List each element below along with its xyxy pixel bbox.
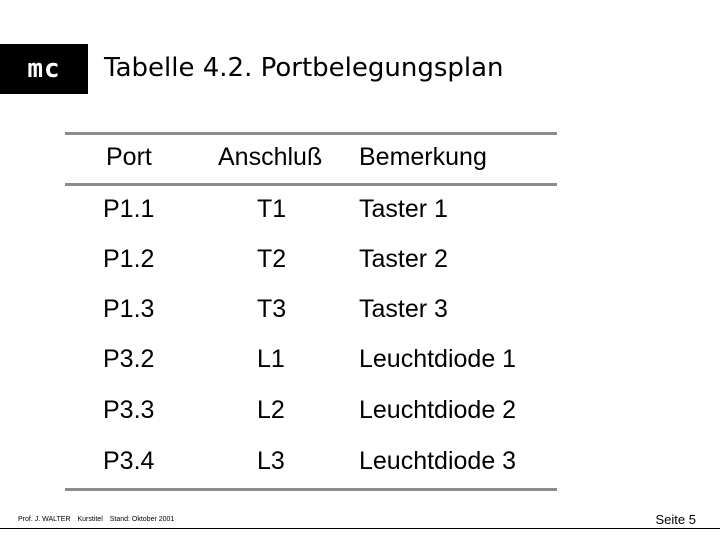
port-cell: P1.2 xyxy=(103,245,155,273)
bemerkung-cell: Taster 1 xyxy=(359,195,448,223)
bemerkung-cell: Taster 3 xyxy=(359,295,448,323)
footer-status: Stand: Oktober 2001 xyxy=(109,516,175,523)
column-header-port: Port xyxy=(106,143,152,171)
anschluss-cell: T1 xyxy=(257,195,287,223)
slide-title: Tabelle 4.2. Portbelegungsplan xyxy=(104,53,504,83)
bemerkung-cell: Taster 2 xyxy=(359,245,448,273)
table-bottom-rule xyxy=(65,488,557,491)
table-header-rule xyxy=(65,183,557,186)
anschluss-cell: L2 xyxy=(257,396,285,424)
table-top-rule xyxy=(65,132,557,135)
column-header-bemerkung: Bemerkung xyxy=(359,143,487,171)
anschluss-cell: T2 xyxy=(257,245,287,273)
anschluss-cell: L1 xyxy=(257,345,285,373)
bemerkung-cell: Leuchtdiode 2 xyxy=(359,396,517,424)
footer-info xyxy=(18,515,179,525)
bemerkung-cell: Leuchtdiode 3 xyxy=(359,447,517,475)
port-cell: P3.4 xyxy=(103,447,155,475)
logo: mc xyxy=(0,44,88,94)
bemerkung-cell: Leuchtdiode 1 xyxy=(359,345,517,373)
anschluss-cell: L3 xyxy=(257,447,285,475)
footer-divider xyxy=(0,528,720,529)
port-cell: P3.2 xyxy=(103,345,155,373)
port-cell: P3.3 xyxy=(103,396,155,424)
page-number: Seite 5 xyxy=(655,512,696,527)
footer-course: Kurstitel xyxy=(77,516,103,523)
footer-author: Prof. J. WALTER xyxy=(18,516,71,523)
port-cell: P1.3 xyxy=(103,295,155,323)
column-header-anschluss: Anschluß xyxy=(218,143,323,171)
port-cell: P1.1 xyxy=(103,195,155,223)
anschluss-cell: T3 xyxy=(257,295,287,323)
